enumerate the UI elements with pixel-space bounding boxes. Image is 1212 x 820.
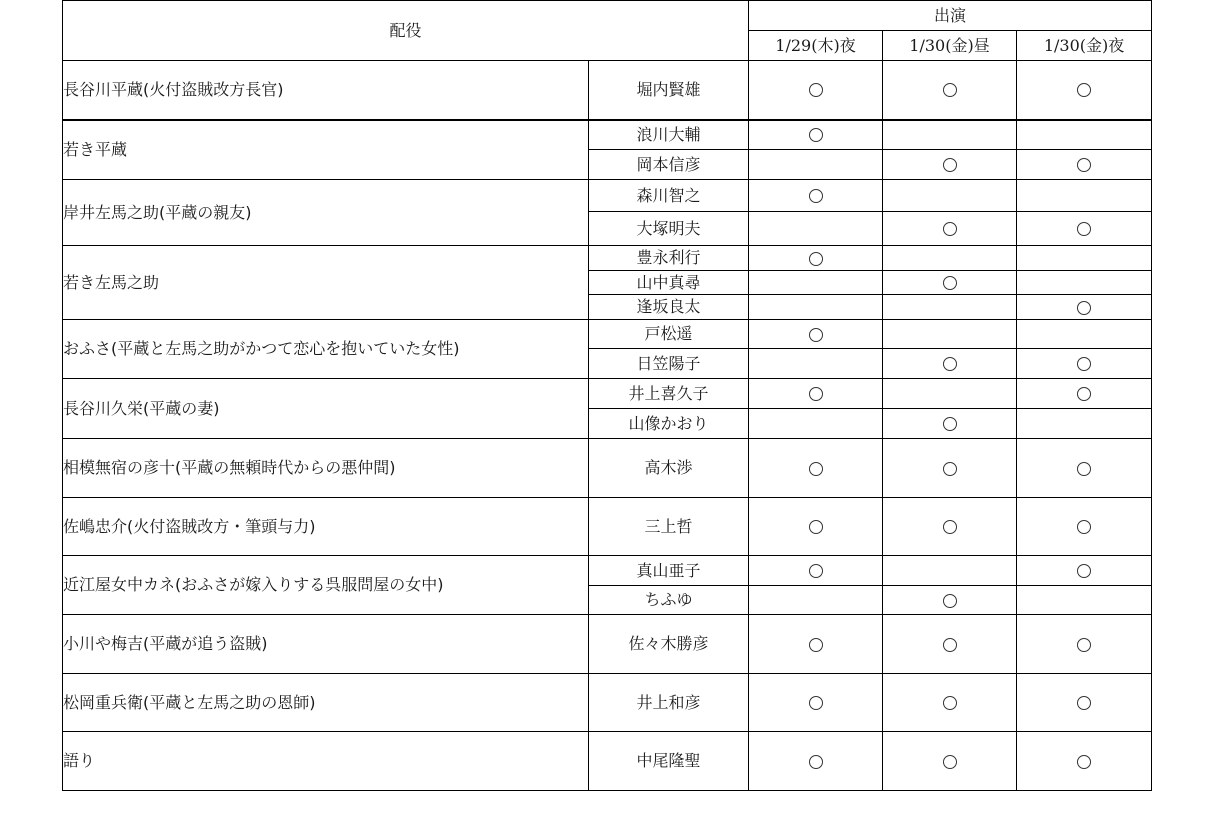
table-row bbox=[63, 246, 1152, 271]
role-name-cell: おふさ(平蔵と左馬之助がかつて恋心を抱いていた女性) bbox=[63, 320, 589, 379]
cast-table-body bbox=[63, 61, 1152, 791]
circle-mark-icon bbox=[809, 83, 823, 97]
table-row bbox=[63, 556, 1152, 586]
circle-mark-icon bbox=[1077, 222, 1091, 236]
performance-mark-cell-2 bbox=[883, 409, 1017, 439]
performance-mark-cell-3 bbox=[1017, 320, 1152, 349]
performance-mark-cell-2 bbox=[883, 246, 1017, 271]
actor-name-cell: 高木渉 bbox=[589, 439, 749, 498]
circle-mark-icon bbox=[943, 417, 957, 431]
circle-mark-icon bbox=[1077, 301, 1091, 315]
circle-mark-icon bbox=[1077, 462, 1091, 476]
circle-mark-icon bbox=[809, 128, 823, 142]
circle-mark-icon bbox=[809, 387, 823, 401]
circle-mark-icon bbox=[1077, 755, 1091, 769]
circle-mark-icon bbox=[809, 696, 823, 710]
performance-mark-cell-1 bbox=[749, 498, 883, 556]
actor-name-cell: 真山亜子 bbox=[589, 556, 749, 586]
role-name-cell: 松岡重兵衛(平蔵と左馬之助の恩師) bbox=[63, 674, 589, 732]
actor-name-cell: 堀内賢雄 bbox=[589, 61, 749, 120]
performance-mark-cell-2 bbox=[883, 271, 1017, 295]
performance-mark-cell-1 bbox=[749, 586, 883, 615]
actor-name-cell: 佐々木勝彦 bbox=[589, 615, 749, 674]
performance-mark-cell-2 bbox=[883, 674, 1017, 732]
role-name-cell: 相模無宿の彦十(平蔵の無頼時代からの悪仲間) bbox=[63, 439, 589, 498]
role-name-cell: 長谷川久栄(平蔵の妻) bbox=[63, 379, 589, 439]
performance-mark-cell-3 bbox=[1017, 61, 1152, 120]
performance-mark-cell-3 bbox=[1017, 246, 1152, 271]
performance-mark-cell-1 bbox=[749, 61, 883, 120]
performance-mark-cell-2 bbox=[883, 295, 1017, 320]
circle-mark-icon bbox=[809, 189, 823, 203]
role-column-header: 配役 bbox=[63, 1, 749, 61]
cast-schedule-table bbox=[62, 0, 1152, 791]
actor-name-cell: 戸松遥 bbox=[589, 320, 749, 349]
performance-mark-cell-3 bbox=[1017, 498, 1152, 556]
performance-mark-cell-3 bbox=[1017, 379, 1152, 409]
performance-mark-cell-3 bbox=[1017, 295, 1152, 320]
performance-mark-cell-3 bbox=[1017, 180, 1152, 212]
actor-name-cell: 三上哲 bbox=[589, 498, 749, 556]
actor-name-cell: 日笠陽子 bbox=[589, 349, 749, 379]
performance-mark-cell-2 bbox=[883, 498, 1017, 556]
circle-mark-icon bbox=[809, 520, 823, 534]
performance-mark-cell-2 bbox=[883, 320, 1017, 349]
performance-mark-cell-2 bbox=[883, 439, 1017, 498]
circle-mark-icon bbox=[1077, 520, 1091, 534]
performance-mark-cell-1 bbox=[749, 295, 883, 320]
performance-mark-cell-2 bbox=[883, 120, 1017, 150]
actor-name-cell: ちふゆ bbox=[589, 586, 749, 615]
table-row bbox=[63, 120, 1152, 150]
date-header-3: 1/30(金)夜 bbox=[1017, 31, 1152, 61]
performance-mark-cell-3 bbox=[1017, 439, 1152, 498]
actor-name-cell: 山中真尋 bbox=[589, 271, 749, 295]
circle-mark-icon bbox=[943, 638, 957, 652]
performance-mark-cell-3 bbox=[1017, 674, 1152, 732]
actor-name-cell: 井上和彦 bbox=[589, 674, 749, 732]
role-name-cell: 佐嶋忠介(火付盗賊改方・筆頭与力) bbox=[63, 498, 589, 556]
circle-mark-icon bbox=[1077, 83, 1091, 97]
performance-mark-cell-2 bbox=[883, 379, 1017, 409]
table-row bbox=[63, 379, 1152, 409]
performance-mark-cell-1 bbox=[749, 439, 883, 498]
performance-mark-cell-1 bbox=[749, 556, 883, 586]
performance-mark-cell-1 bbox=[749, 271, 883, 295]
actor-name-cell: 逢坂良太 bbox=[589, 295, 749, 320]
circle-mark-icon bbox=[943, 696, 957, 710]
table-row bbox=[63, 439, 1152, 498]
circle-mark-icon bbox=[809, 462, 823, 476]
role-name-cell: 岸井左馬之助(平蔵の親友) bbox=[63, 180, 589, 246]
actor-name-cell: 山像かおり bbox=[589, 409, 749, 439]
circle-mark-icon bbox=[943, 594, 957, 608]
circle-mark-icon bbox=[1077, 357, 1091, 371]
role-name-cell: 若き左馬之助 bbox=[63, 246, 589, 320]
performance-mark-cell-1 bbox=[749, 180, 883, 212]
table-row bbox=[63, 180, 1152, 212]
circle-mark-icon bbox=[809, 755, 823, 769]
performance-mark-cell-2 bbox=[883, 556, 1017, 586]
circle-mark-icon bbox=[943, 222, 957, 236]
circle-mark-icon bbox=[1077, 696, 1091, 710]
actor-name-cell: 豊永利行 bbox=[589, 246, 749, 271]
performance-mark-cell-2 bbox=[883, 180, 1017, 212]
performance-mark-cell-3 bbox=[1017, 586, 1152, 615]
circle-mark-icon bbox=[943, 520, 957, 534]
actor-name-cell: 森川智之 bbox=[589, 180, 749, 212]
role-name-cell: 長谷川平蔵(火付盗賊改方長官) bbox=[63, 61, 589, 120]
actor-name-cell: 井上喜久子 bbox=[589, 379, 749, 409]
circle-mark-icon bbox=[809, 252, 823, 266]
circle-mark-icon bbox=[943, 462, 957, 476]
performance-mark-cell-3 bbox=[1017, 409, 1152, 439]
performance-mark-cell-2 bbox=[883, 586, 1017, 615]
performance-mark-cell-1 bbox=[749, 379, 883, 409]
performance-mark-cell-1 bbox=[749, 409, 883, 439]
performance-mark-cell-3 bbox=[1017, 556, 1152, 586]
performance-mark-cell-2 bbox=[883, 349, 1017, 379]
table-row bbox=[63, 61, 1152, 120]
performance-mark-cell-1 bbox=[749, 150, 883, 180]
circle-mark-icon bbox=[1077, 158, 1091, 172]
actor-name-cell: 浪川大輔 bbox=[589, 120, 749, 150]
performance-mark-cell-2 bbox=[883, 212, 1017, 246]
circle-mark-icon bbox=[1077, 564, 1091, 578]
performance-column-header: 出演 bbox=[749, 1, 1152, 31]
actor-name-cell: 大塚明夫 bbox=[589, 212, 749, 246]
table-row bbox=[63, 732, 1152, 791]
performance-mark-cell-1 bbox=[749, 349, 883, 379]
performance-mark-cell-1 bbox=[749, 120, 883, 150]
circle-mark-icon bbox=[943, 276, 957, 290]
performance-mark-cell-3 bbox=[1017, 349, 1152, 379]
circle-mark-icon bbox=[1077, 387, 1091, 401]
performance-mark-cell-3 bbox=[1017, 732, 1152, 791]
table-row bbox=[63, 498, 1152, 556]
performance-mark-cell-1 bbox=[749, 320, 883, 349]
circle-mark-icon bbox=[1077, 638, 1091, 652]
performance-mark-cell-3 bbox=[1017, 150, 1152, 180]
role-name-cell: 小川や梅吉(平蔵が追う盗賊) bbox=[63, 615, 589, 674]
circle-mark-icon bbox=[943, 357, 957, 371]
circle-mark-icon bbox=[809, 328, 823, 342]
performance-mark-cell-3 bbox=[1017, 271, 1152, 295]
circle-mark-icon bbox=[809, 638, 823, 652]
performance-mark-cell-1 bbox=[749, 212, 883, 246]
performance-mark-cell-3 bbox=[1017, 120, 1152, 150]
role-name-cell: 語り bbox=[63, 732, 589, 791]
actor-name-cell: 中尾隆聖 bbox=[589, 732, 749, 791]
date-header-1: 1/29(木)夜 bbox=[749, 31, 883, 61]
circle-mark-icon bbox=[943, 158, 957, 172]
performance-mark-cell-2 bbox=[883, 615, 1017, 674]
performance-mark-cell-2 bbox=[883, 732, 1017, 791]
performance-mark-cell-1 bbox=[749, 674, 883, 732]
date-header-2: 1/30(金)昼 bbox=[883, 31, 1017, 61]
performance-mark-cell-1 bbox=[749, 732, 883, 791]
performance-mark-cell-3 bbox=[1017, 615, 1152, 674]
role-name-cell: 近江屋女中カネ(おふさが嫁入りする呉服問屋の女中) bbox=[63, 556, 589, 615]
actor-name-cell: 岡本信彦 bbox=[589, 150, 749, 180]
performance-mark-cell-2 bbox=[883, 61, 1017, 120]
performance-mark-cell-2 bbox=[883, 150, 1017, 180]
performance-mark-cell-1 bbox=[749, 246, 883, 271]
role-name-cell: 若き平蔵 bbox=[63, 120, 589, 180]
table-row bbox=[63, 674, 1152, 732]
table-row bbox=[63, 320, 1152, 349]
performance-mark-cell-1 bbox=[749, 615, 883, 674]
circle-mark-icon bbox=[943, 755, 957, 769]
table-row bbox=[63, 615, 1152, 674]
performance-mark-cell-3 bbox=[1017, 212, 1152, 246]
circle-mark-icon bbox=[943, 83, 957, 97]
circle-mark-icon bbox=[809, 564, 823, 578]
